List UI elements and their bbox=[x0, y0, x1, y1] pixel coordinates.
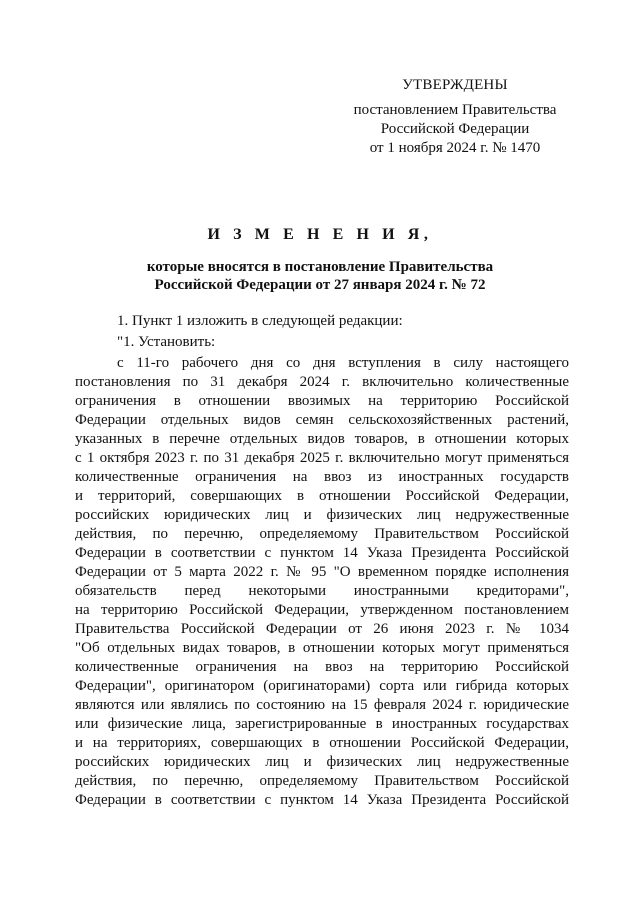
paragraph-3-line: и на территориях, совершающих в отношении Российской Федерации, bbox=[75, 735, 569, 751]
paragraph-3-line: ограничения в отношении ввозимых на территорию Российской bbox=[75, 393, 569, 409]
document-body bbox=[75, 312, 569, 812]
paragraph-3-line: с 11-го рабочего дня со дня вступления в силу настоящего bbox=[117, 355, 569, 371]
heading-subtitle-1: которые вносятся в постановление Правительства bbox=[146, 259, 494, 275]
paragraph-3-line: на территорию Российской Федерации, утвержденном постановлением bbox=[75, 602, 569, 618]
approval-stamp bbox=[330, 76, 580, 158]
paragraph-3-line: российских юридических лиц и физических лиц недружественные bbox=[75, 507, 569, 523]
approval-title: УТВЕРЖДЕНЫ bbox=[402, 77, 508, 93]
paragraph-3-line: количественные ограничения на ввоз из иностранных государств bbox=[75, 469, 569, 485]
approval-line-3: от 1 ноября 2024 г. № 1470 bbox=[369, 140, 541, 156]
paragraph-3-line: действия, по перечню, определяемому Правительством Российской bbox=[75, 526, 569, 542]
heading-title: И З М Е Н Е Н И Я, bbox=[207, 226, 433, 243]
heading-subtitle-2: Российской Федерации от 27 января 2024 г. № 72 bbox=[154, 277, 486, 293]
paragraph-3-line: или физические лица, зарегистрированные в иностранных государствах bbox=[75, 716, 569, 732]
paragraph-3-line: Федерации в соответствии с пунктом 14 Указа Президента Российской bbox=[75, 545, 569, 561]
paragraph-3-line: Федерации в соответствии с пунктом 14 Указа Президента Российской bbox=[75, 792, 569, 808]
paragraph-3-line: Федерации", оригинатором (оригинаторами) сорта или гибрида которых bbox=[75, 678, 569, 694]
paragraph-3-line: Федерации отдельных видов семян сельскохозяйственных растений, bbox=[75, 412, 569, 428]
paragraph-3-line: Правительства Российской Федерации от 26 июня 2023 г. № 1034 bbox=[75, 621, 569, 637]
paragraph-3-line: российских юридических лиц и физических лиц недружественные bbox=[75, 754, 569, 770]
paragraph-3-line: обязательств перед некоторыми иностранными кредиторами", bbox=[75, 583, 569, 599]
paragraph-3-line: с 1 октября 2023 г. по 31 декабря 2025 г. включительно могут применяться bbox=[75, 450, 569, 466]
paragraph-3-line: постановления по 31 декабря 2024 г. включительно количественные bbox=[75, 374, 569, 390]
document-heading bbox=[60, 226, 580, 294]
paragraph-3-line: и территорий, совершающих в отношении Российской Федерации, bbox=[75, 488, 569, 504]
paragraph-1: 1. Пункт 1 изложить в следующей редакции: bbox=[117, 313, 403, 329]
paragraph-3-line: указанных в перечне отдельных видов товаров, в отношении которых bbox=[75, 431, 569, 447]
paragraph-3-line: являются или являлись по состоянию на 15 февраля 2024 г. юридические bbox=[75, 697, 569, 713]
paragraph-2: "1. Установить: bbox=[117, 334, 216, 350]
approval-line-2: Российской Федерации bbox=[380, 121, 530, 137]
paragraph-3-line: Федерации от 5 марта 2022 г. № 95 "О временном порядке исполнения bbox=[75, 564, 569, 580]
paragraph-3 bbox=[75, 354, 569, 810]
paragraph-3-line: действия, по перечню, определяемому Правительством Российской bbox=[75, 773, 569, 789]
approval-line-1: постановлением Правительства bbox=[353, 102, 557, 118]
paragraph-3-line: "Об отдельных видах товаров, в отношении которых могут применяться bbox=[75, 640, 569, 656]
paragraph-3-line: количественные ограничения на ввоз на территорию Российской bbox=[75, 659, 569, 675]
